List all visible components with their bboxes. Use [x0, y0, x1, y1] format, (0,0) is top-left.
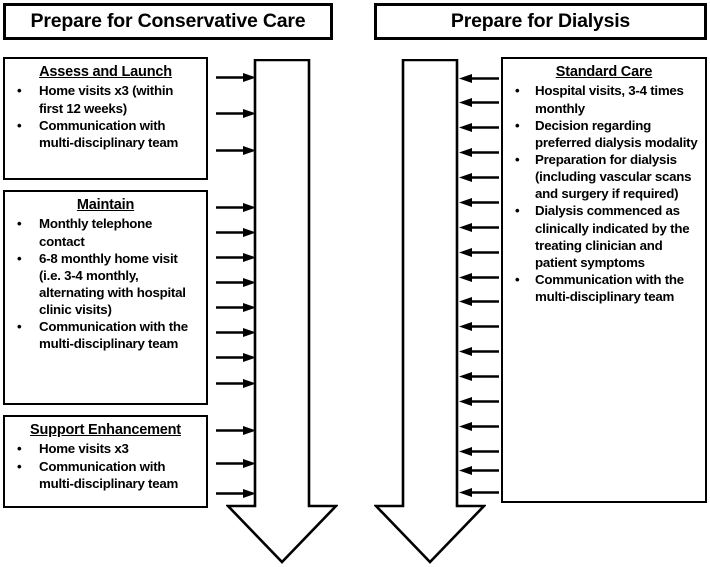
flow-arrow-left — [459, 296, 499, 307]
bullet-icon: • — [17, 441, 22, 457]
flow-arrow-left — [459, 172, 499, 183]
list-item — [509, 151, 699, 202]
list-item-text: Communication with the multi-disciplinary team — [535, 271, 684, 305]
flow-arrow-right — [216, 202, 256, 213]
flow-arrow-right — [216, 302, 256, 313]
card-title-standard-care: Standard Care — [555, 64, 653, 80]
card-title-maintain: Maintain — [76, 197, 135, 213]
list-item — [11, 440, 200, 457]
flow-arrow-left — [459, 446, 499, 457]
header-title-dialysis: Prepare for Dialysis — [450, 10, 631, 32]
bullet-icon: • — [17, 458, 22, 474]
list-item — [509, 117, 699, 151]
flow-arrow-right — [216, 488, 256, 499]
flow-arrow-left — [459, 465, 499, 476]
flow-arrow-left — [459, 421, 499, 432]
flow-arrow-right — [216, 458, 256, 469]
list-item — [509, 271, 699, 305]
header-box-dialysis — [374, 3, 707, 40]
flow-arrow-left — [459, 147, 499, 158]
flow-arrow-left — [459, 247, 499, 258]
list-item-text: 6-8 monthly home visit (i.e. 3-4 monthly, alternating with hospital clinic visits) — [39, 250, 186, 318]
bullet-icon: • — [515, 117, 520, 133]
flow-arrow-right — [216, 145, 256, 156]
card-list-support-enhancement — [11, 440, 200, 491]
flow-arrow-left — [459, 197, 499, 208]
card-list-maintain — [11, 215, 200, 352]
flow-arrow-right — [216, 72, 256, 83]
header-box-conservative-care — [3, 3, 333, 40]
list-item — [509, 82, 699, 116]
card-list-standard-care — [509, 82, 699, 305]
bullet-icon: • — [17, 250, 22, 266]
list-item — [509, 202, 699, 271]
list-item — [11, 215, 200, 249]
list-item — [11, 458, 200, 492]
flow-arrow-left — [459, 97, 499, 108]
bullet-icon: • — [515, 83, 520, 99]
flow-arrow-left — [459, 371, 499, 382]
card-title-assess-and-launch: Assess and Launch — [39, 64, 172, 80]
bullet-icon: • — [17, 319, 22, 335]
flow-arrow-left — [459, 321, 499, 332]
list-item-text: Communication with the multi-disciplinary team — [39, 319, 188, 352]
list-item — [11, 82, 200, 116]
flow-arrow-left — [459, 222, 499, 233]
flow-arrow-right — [216, 327, 256, 338]
list-item — [11, 318, 200, 352]
bullet-icon: • — [17, 83, 22, 99]
list-item-text: Communication with multi-disciplinary team — [39, 117, 179, 150]
flow-arrow-right — [216, 108, 256, 119]
bullet-icon: • — [515, 151, 520, 167]
list-item-text: Hospital visits, 3-4 times monthly — [535, 83, 684, 116]
card-standard-care — [501, 57, 707, 503]
flow-arrow-left — [459, 346, 499, 357]
list-item-text: Home visits x3 (within first 12 weeks) — [39, 83, 174, 116]
bullet-icon: • — [515, 203, 520, 219]
card-list-assess-and-launch — [11, 82, 200, 151]
list-item-text: Home visits x3 — [39, 441, 129, 457]
card-assess-and-launch — [3, 57, 208, 180]
header-title-conservative-care: Prepare for Conservative Care — [30, 10, 306, 32]
list-item-text: Decision regarding preferred dialysis modality — [535, 117, 698, 150]
list-item-text: Preparation for dialysis (including vascular scans and surgery if required) — [535, 151, 692, 202]
card-title-support-enhancement: Support Enhancement — [30, 422, 181, 438]
flow-arrow-left — [459, 396, 499, 407]
card-maintain — [3, 190, 208, 405]
list-item-text: Communication with multi-disciplinary team — [39, 458, 179, 491]
flow-arrow-left — [459, 272, 499, 283]
arrow-column-dialysis — [458, 0, 500, 567]
bullet-icon: • — [17, 117, 22, 133]
flow-arrow-right — [216, 352, 256, 363]
flow-arrow-right — [216, 425, 256, 436]
list-item — [11, 250, 200, 319]
list-item-text: Monthly telephone contact — [39, 216, 153, 249]
list-item-text: Dialysis commenced as clinically indicated by the treating clinician and patient symptoms — [535, 203, 690, 270]
list-item — [11, 117, 200, 151]
flow-arrow-left — [459, 73, 499, 84]
flow-arrow-right — [216, 277, 256, 288]
flow-arrow-right — [216, 252, 256, 263]
bullet-icon: • — [515, 271, 520, 287]
flow-arrow-right — [216, 227, 256, 238]
flow-arrow-right — [216, 378, 256, 389]
bullet-icon: • — [17, 216, 22, 232]
card-support-enhancement — [3, 415, 208, 508]
flow-arrow-left — [459, 122, 499, 133]
flow-arrow-left — [459, 487, 499, 498]
